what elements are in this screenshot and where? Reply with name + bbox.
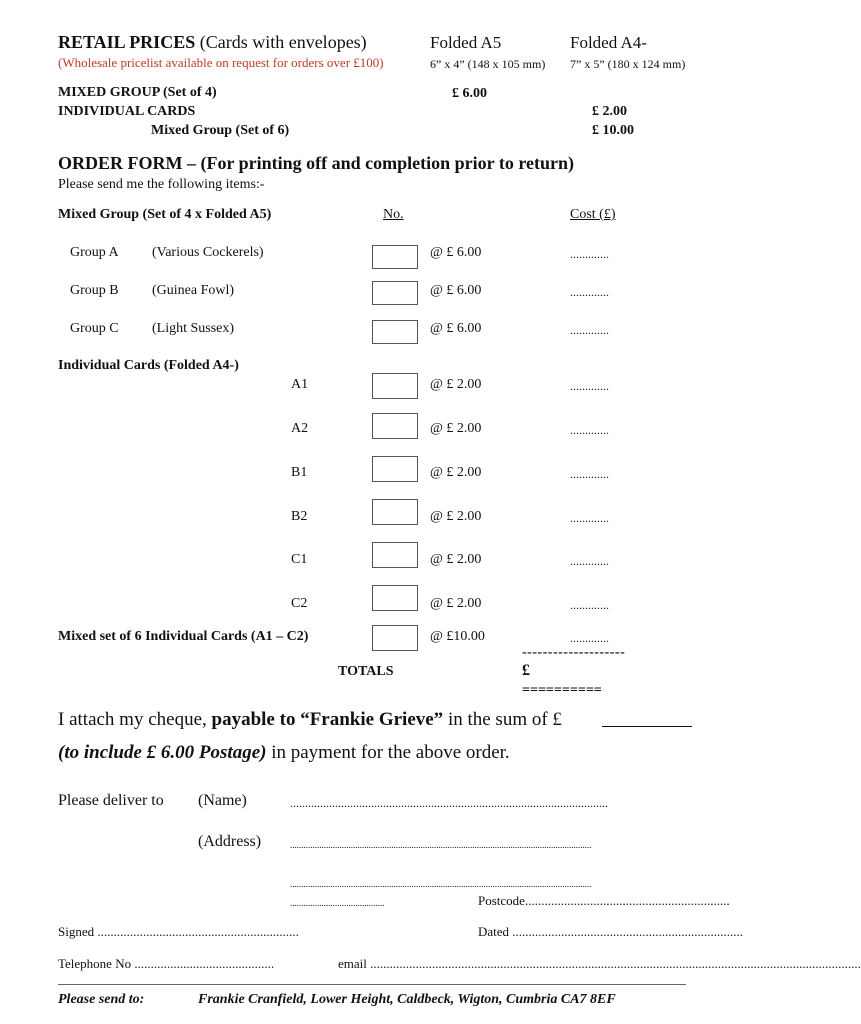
individual-cards-label: INDIVIDUAL CARDS [58,104,196,119]
cheque-text-c: in the sum of £ [443,709,562,730]
card-c2-qty-input[interactable] [372,585,418,611]
cost-header: Cost (£) [570,207,616,222]
card-a1-qty-input[interactable] [372,373,418,399]
card-b2-code: B2 [291,509,308,524]
mixed-set-cost[interactable]: ............. [570,631,609,645]
mixed-set-qty-input[interactable] [372,625,418,651]
total-double-line: ========== [522,683,602,698]
wholesale-note: (Wholesale pricelist available on request for orders over £100) [58,55,384,70]
mixed-set-label: Mixed set of 6 Individual Cards (A1 – C2) [58,629,309,644]
order-intro: Please send me the following items:- [58,177,265,192]
card-a2-price: @ £ 2.00 [430,421,482,436]
mixed-set-price: @ £10.00 [430,629,485,644]
group-b-cost[interactable]: ............. [570,285,609,299]
col-a4-title: Folded A4- [570,33,647,52]
group-a-desc: (Various Cockerels) [152,245,264,260]
group-a-name: Group A [70,245,119,260]
email-field[interactable]: email ....................................................................................................................................................... [338,956,861,971]
card-c1-qty-input[interactable] [372,542,418,568]
send-to-address: Frankie Cranfield, Lower Height, Caldbeck, Wigton, Cumbria CA7 8EF [198,992,616,1007]
card-a2-code: A2 [291,421,309,436]
card-b2-qty-input[interactable] [372,499,418,525]
retail-title-suffix: (Cards with envelopes) [199,32,367,52]
footer-divider [58,984,686,985]
card-c1-code: C1 [291,552,308,567]
name-label: (Name) [198,792,247,809]
totals-currency: £ [522,662,530,679]
card-b2-cost[interactable]: ............. [570,511,609,525]
group-a-cost[interactable]: ............. [570,247,609,261]
dated-field[interactable]: Dated ....................................................................... [478,924,744,939]
card-c1-price: @ £ 2.00 [430,552,482,567]
card-b2-price: @ £ 2.00 [430,509,482,524]
retail-title: RETAIL PRICES [58,32,196,52]
card-a2-qty-input[interactable] [372,413,418,439]
name-field[interactable]: .......................................................................................................... [290,796,608,810]
card-b1-code: B1 [291,465,308,480]
deliver-label: Please deliver to [58,792,164,809]
card-a1-cost[interactable]: ............. [570,379,609,393]
card-c2-code: C2 [291,596,308,611]
card-a1-code: A1 [291,377,309,392]
totals-label: TOTALS [338,664,394,679]
card-c2-cost[interactable]: ............. [570,598,609,612]
postage-text: in payment for the above order. [266,742,510,763]
address-field-3[interactable]: .......................................... [290,898,385,908]
address-field-2[interactable]: ...................................................................................................................................... [290,879,592,889]
card-b1-qty-input[interactable] [372,456,418,482]
cheque-text-a: I attach my cheque, [58,709,212,730]
card-a2-cost[interactable]: ............. [570,423,609,437]
col-a4-size: 7” x 5” (180 x 124 mm) [570,57,686,71]
card-b1-cost[interactable]: ............. [570,467,609,481]
card-c1-cost[interactable]: ............. [570,554,609,568]
cheque-amount-field[interactable] [602,726,692,727]
group-c-desc: (Light Sussex) [152,321,235,336]
group-c-qty-input[interactable] [372,320,418,344]
col-a5-size: 6” x 4” (148 x 105 mm) [430,57,546,71]
group-c-price: @ £ 6.00 [430,321,482,336]
send-to-label: Please send to: [58,992,145,1007]
individual-cards-price: £ 2.00 [592,104,627,119]
card-b1-price: @ £ 2.00 [430,465,482,480]
group-b-name: Group B [70,283,119,298]
retail-heading [58,32,367,53]
col-a5-title: Folded A5 [430,33,502,52]
mixed-six-price: £ 10.00 [592,123,634,138]
total-dash-line: -------------------- [522,645,626,660]
telephone-field[interactable]: Telephone No ........................................... [58,956,275,971]
individual-heading: Individual Cards (Folded A4-) [58,358,239,373]
address-field-1[interactable]: ...................................................................................................................................... [290,840,592,850]
address-label: (Address) [198,833,262,850]
order-form-title: ORDER FORM – (For printing off and completion prior to return) [58,153,574,173]
group-c-cost[interactable]: ............. [570,323,609,337]
postcode-field[interactable]: Postcode............................................................... [478,893,730,908]
signed-field[interactable]: Signed .............................................................. [58,924,299,939]
group-a-qty-input[interactable] [372,245,418,269]
payee: payable to “Frankie Grieve” [211,709,444,730]
mixed-group-price: £ 6.00 [452,86,487,101]
group-a-price: @ £ 6.00 [430,245,482,260]
card-c2-price: @ £ 2.00 [430,596,482,611]
card-a1-price: @ £ 2.00 [430,377,482,392]
mixed-group-label: MIXED GROUP (Set of 4) [58,85,217,100]
mixed-six-label: Mixed Group (Set of 6) [151,123,290,138]
group-heading: Mixed Group (Set of 4 x Folded A5) [58,207,272,222]
group-b-price: @ £ 6.00 [430,283,482,298]
group-b-desc: (Guinea Fowl) [152,283,235,298]
cheque-line [58,709,562,731]
postage-note: (to include £ 6.00 Postage) [58,742,267,763]
group-b-qty-input[interactable] [372,281,418,305]
group-c-name: Group C [70,321,119,336]
no-header: No. [383,207,404,222]
postage-line [58,742,510,764]
